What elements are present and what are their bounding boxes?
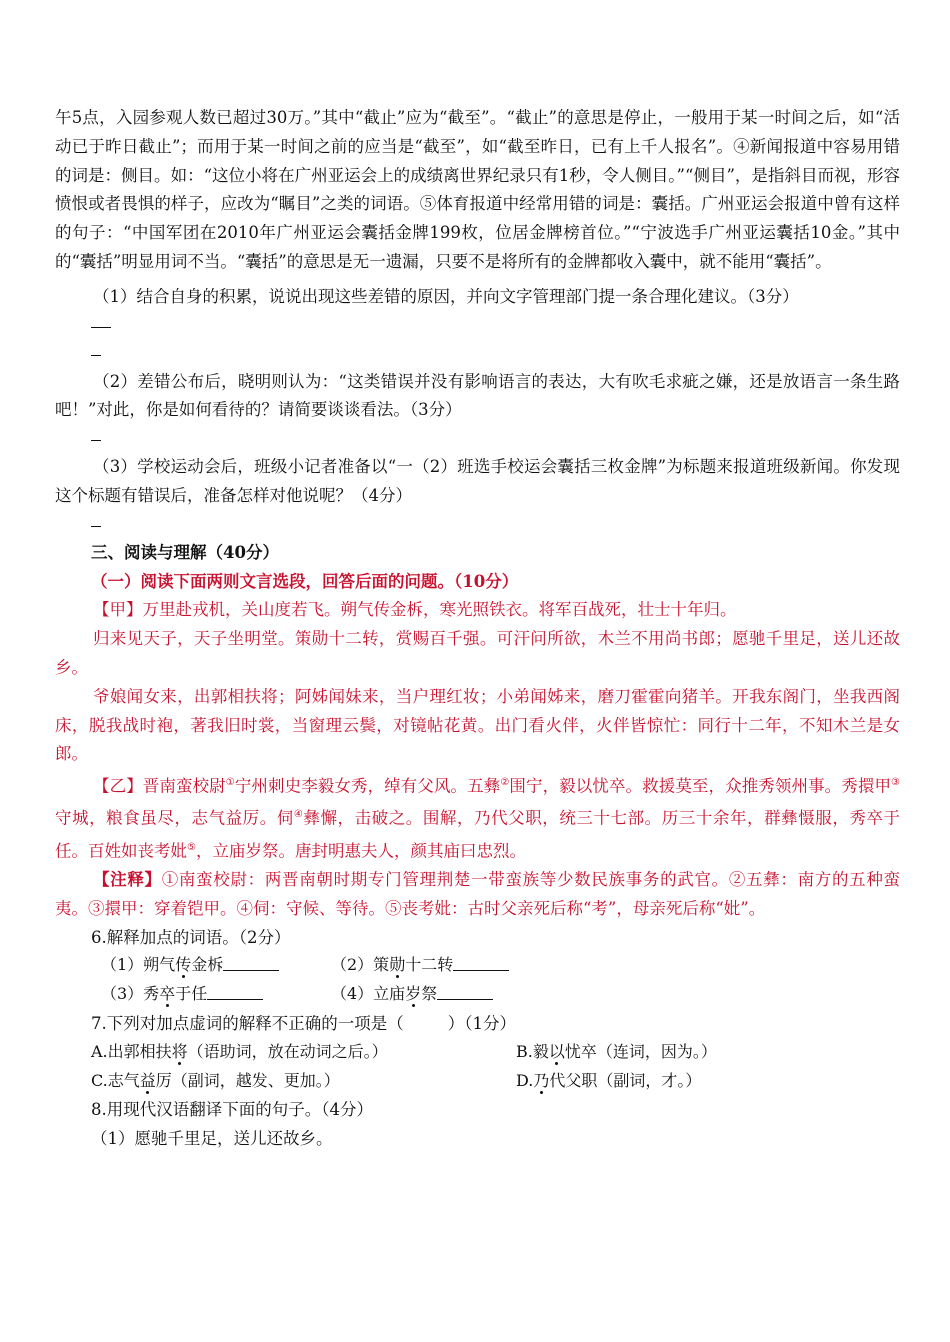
option-d-pre: D. — [516, 1070, 534, 1090]
text-yi — [55, 769, 900, 866]
question-6-row-1 — [55, 952, 900, 981]
section-heading: 三、阅读与理解（40分） — [91, 542, 279, 562]
part-heading: （一）阅读下面两则文言选段，回答后面的问题。（10分） — [91, 571, 519, 591]
note-marker-5: ⑤ — [187, 841, 196, 853]
q6-blank-1[interactable] — [223, 952, 279, 971]
q6-item-3 — [101, 981, 207, 1004]
passage-paragraph: 午5点，入园参观人数已超过30万。”其中“截止”应为“截至”。“截止”的意思是停止，一般用于某一时间之后，如“活动已于昨日截止”；而用于某一时间之前的应当是“截至”，如“截至昨日，已有上千人报名”。④新闻报道中容易用错的词是：侧目。如：“这位小将在广州亚运会上的成绩离世界纪录只有1秒，令人侧目。”“侧目”，是指斜目而视，形容愤恨或者畏惧的样子，应改为“瞩目”之类的词语。⑤体育报道中经常用错的词是：囊括。广州亚运会报道中曾有这样的句子：“中国军团在2010年广州亚运会囊括金牌199枚，位居金牌榜首位。”“宁波选手广州亚运囊括10金。”其中的“囊括”明显用词不当。“囊括”的意思是无一遗漏，只要不是将所有的金牌都收入囊中，就不能用“囊括”。 — [55, 108, 900, 271]
option-d-dotted: 乃 — [533, 1070, 550, 1090]
option-b[interactable] — [516, 1039, 717, 1062]
question-7-row-1 — [55, 1039, 900, 1068]
option-a-pre: A.出郭相扶 — [91, 1041, 172, 1061]
document-page — [55, 104, 900, 1154]
q6-item-1-post: 金柝 — [191, 955, 224, 975]
option-d-post: 代父职（副词，才。） — [549, 1070, 702, 1090]
answer-line-1[interactable] — [91, 312, 900, 340]
q6-item-1 — [101, 952, 223, 975]
note-marker-2: ② — [500, 777, 510, 789]
yi-seg-e: 彝懈，击破之。围解，乃代父职，统三十七部。历三十余年，群彝慑服，秀卒于任。百姓如丧考妣 — [55, 808, 901, 861]
text-jia-line-1 — [55, 596, 900, 625]
question-6-row-2 — [55, 981, 900, 1010]
yi-tag: 【乙】 — [93, 776, 143, 796]
option-b-pre: B.毅 — [516, 1041, 549, 1061]
yi-seg-c: 围宁，毅以忧卒。救援莫至，众推秀领州事。秀擐甲 — [509, 776, 892, 796]
question-6-title: 6.解释加点的词语。（2分） — [91, 927, 291, 947]
note-marker-1: ① — [225, 777, 235, 789]
jia-tag: 【甲】 — [93, 600, 143, 620]
q6-item-2-pre: （2）策 — [331, 955, 390, 975]
option-c-dotted: 益 — [139, 1070, 156, 1090]
q6-blank-4[interactable] — [437, 981, 493, 1000]
text-jia-line-2: 归来见天子，天子坐明堂。策勋十二转，赏赐百千强。可汗问所欲，木兰不用尚书郎；愿驰千里足，送儿还故乡。 — [55, 629, 900, 677]
question-8-item-1: （1）愿驰千里足，送儿还故乡。 — [91, 1129, 333, 1149]
q6-item-4 — [331, 981, 437, 1004]
q6-item-2-dotted: 勋 — [389, 955, 406, 975]
q6-item-3-dotted: 卒 — [159, 984, 176, 1004]
q6-item-2 — [331, 952, 453, 975]
option-c-post: 厉（副词，越发、更加。） — [155, 1070, 340, 1090]
question-2: （2）差错公布后，晓明则认为：“这类错误并没有影响语言的表达，大有吹毛求疵之嫌，还是放语言一条生路吧！”对此，你是如何看待的？请简要谈谈看法。（3分） — [55, 371, 900, 420]
q6-item-4-dotted: 岁 — [405, 984, 422, 1004]
q6-blank-2[interactable] — [453, 952, 509, 971]
question-7-row-2 — [55, 1068, 900, 1097]
option-a-dotted: 将 — [171, 1041, 188, 1061]
answer-line-3[interactable] — [91, 425, 900, 453]
question-1: （1）结合自身的积累，说说出现这些差错的原因，并向文字管理部门提一条合理化建议。（3分） — [93, 286, 799, 306]
option-b-post: 忧卒（连词，因为。） — [564, 1041, 717, 1061]
q6-item-4-pre: （4）立庙 — [331, 984, 406, 1004]
yi-seg-f: ，立庙岁祭。唐封明惠夫人，颜其庙曰忠烈。 — [195, 841, 526, 861]
q6-item-4-post: 祭 — [421, 984, 438, 1004]
option-a[interactable] — [91, 1039, 388, 1062]
q6-item-3-pre: （3）秀 — [101, 984, 160, 1004]
option-c[interactable] — [91, 1068, 340, 1091]
note-marker-3: ③ — [891, 777, 900, 789]
answer-line-2[interactable] — [91, 340, 900, 368]
notes-text: ①南蛮校尉：两晋南朝时期专门管理荆楚一带蛮族等少数民族事务的武官。②五彝：南方的五种蛮夷。③擐甲：穿着铠甲。④伺：守候、等待。⑤丧考妣：古时父亲死后称“考”，母亲死后称“妣”。 — [55, 870, 901, 918]
yi-seg-d: 守城，粮食虽尽，志气益厉。伺 — [55, 808, 294, 828]
q6-item-3-post: 于任 — [175, 984, 208, 1004]
q7-title-b: ）（1分） — [447, 1014, 516, 1034]
q7-title-a: 7.下列对加点虚词的解释不正确的一项是（ — [91, 1014, 404, 1034]
q6-item-1-dotted: 传 — [175, 955, 192, 975]
annotation-notes — [55, 866, 900, 924]
option-d[interactable] — [516, 1068, 701, 1091]
question-8-title: 8.用现代汉语翻译下面的句子。（4分） — [91, 1100, 373, 1120]
q6-item-2-post: 十二转 — [405, 955, 454, 975]
jia-text-1: 万里赴戎机，关山度若飞。朔气传金柝，寒光照铁衣。将军百战死，壮士十年归。 — [142, 600, 737, 620]
text-jia-line-3: 爷娘闻女来，出郭相扶将；阿姊闻妹来，当户理红妆；小弟闻姊来，磨刀霍霍向猪羊。开我东阁门，坐我西阁床，脱我战时袍，著我旧时裳，当窗理云鬓，对镜帖花黄。出门看火伴，火伴皆惊忙：同行十二年，不知木兰是女郎。 — [55, 686, 900, 764]
yi-seg-b: 宁州刺史李毅女秀，绰有父风。五彝 — [234, 776, 501, 796]
q6-blank-3[interactable] — [207, 981, 263, 1000]
option-b-dotted: 以 — [548, 1041, 565, 1061]
q6-item-1-pre: （1）朔气 — [101, 955, 176, 975]
note-marker-4: ④ — [293, 809, 304, 821]
option-a-post: （语助词，放在动词之后。） — [187, 1041, 388, 1061]
answer-line-4[interactable] — [91, 511, 900, 539]
option-c-pre: C.志气 — [91, 1070, 140, 1090]
notes-tag: 【注释】 — [93, 870, 162, 890]
question-7-title — [55, 1010, 900, 1039]
question-3: （3）学校运动会后，班级小记者准备以“一（2）班选手校运会囊括三枚金牌”为标题来报道班级新闻。你发现这个标题有错误后，准备怎样对他说呢？（4分） — [55, 457, 900, 505]
yi-seg-a: 晋南蛮校尉 — [142, 776, 226, 796]
